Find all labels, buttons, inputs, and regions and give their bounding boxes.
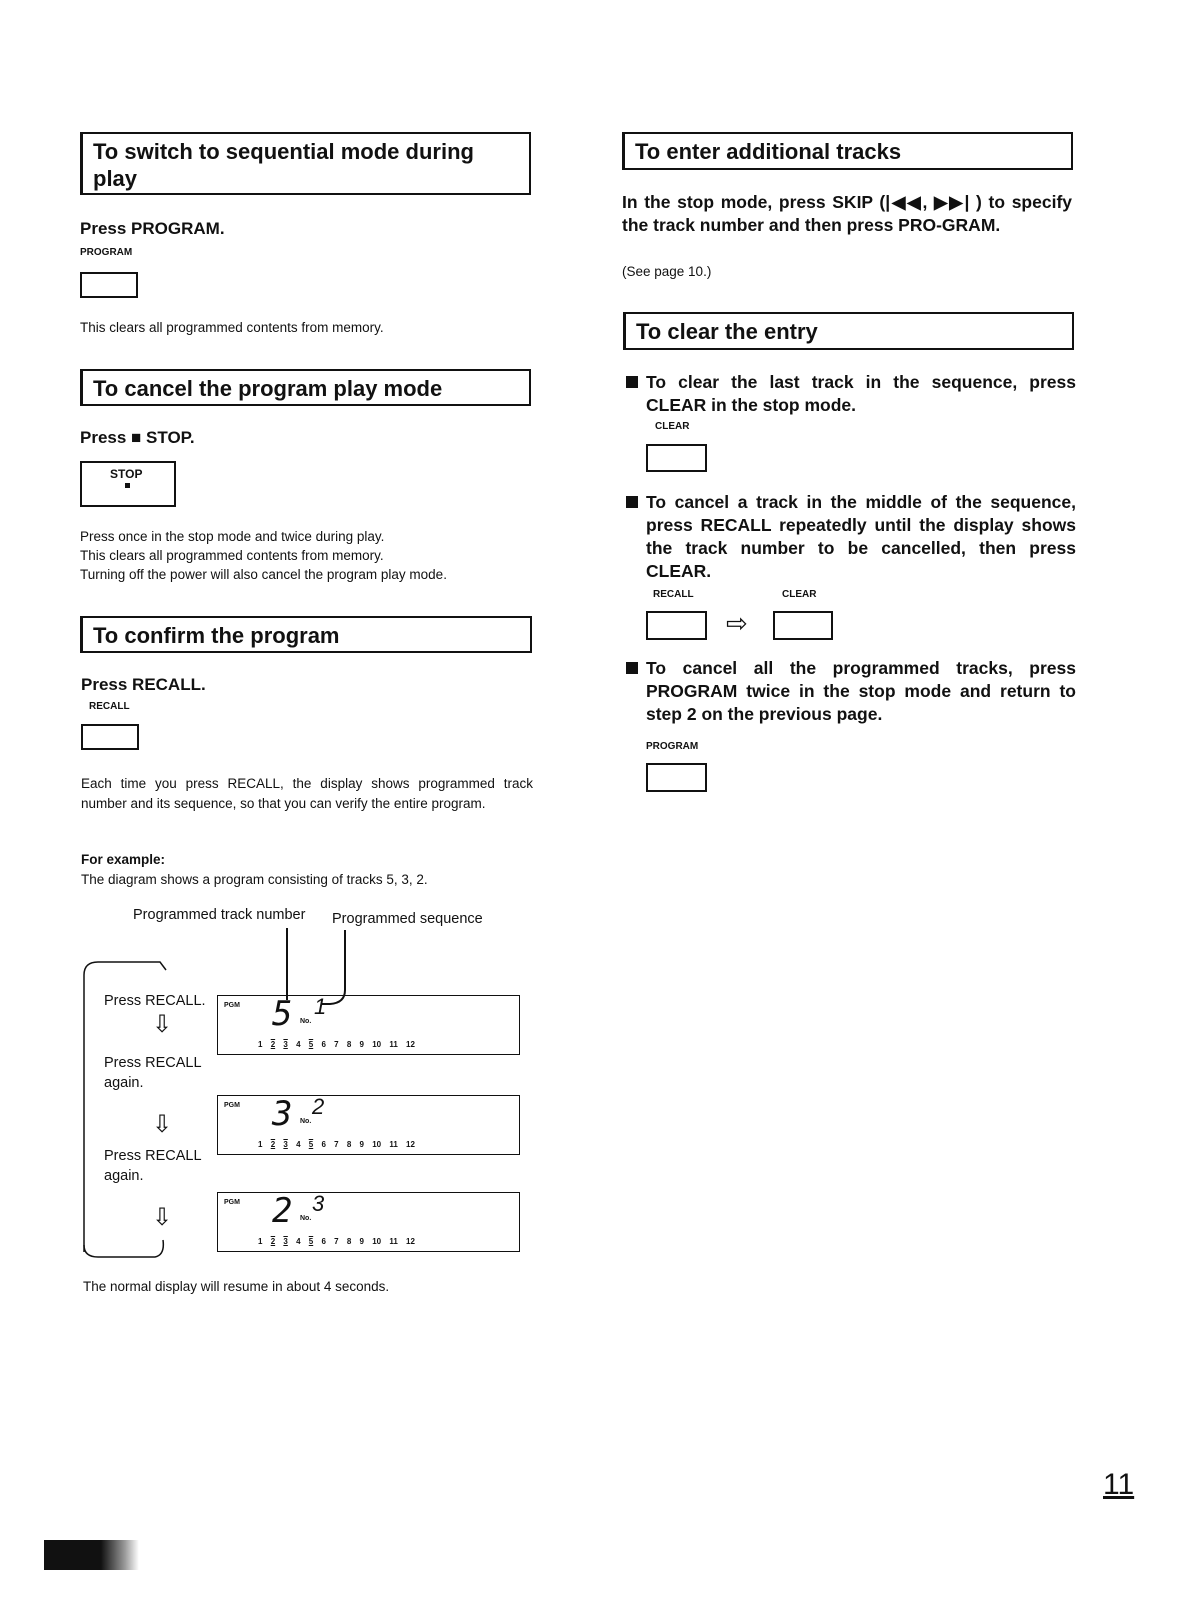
track-number: 5 bbox=[272, 994, 293, 1034]
track-number: 3 bbox=[272, 1094, 293, 1134]
bullet-item: To cancel a track in the middle of the sequence, press RECALL repeatedly until the display shows the track number to be cancelled, then press CLEAR. bbox=[624, 491, 1076, 583]
callout-track: Programmed track number bbox=[133, 907, 306, 923]
page-number: 11 bbox=[1103, 1468, 1135, 1501]
program-button[interactable] bbox=[646, 763, 707, 792]
no-indicator: No. bbox=[300, 1215, 312, 1222]
step-label: Press RECALL again. bbox=[104, 1055, 201, 1091]
bullet-item: To clear the last track in the sequence, press CLEAR in the stop mode. bbox=[624, 371, 1076, 417]
lcd-display bbox=[217, 1095, 520, 1155]
right-arrow-icon: ⇨ bbox=[726, 608, 748, 638]
note: Turning off the power will also cancel the program play mode. bbox=[80, 567, 447, 582]
button-label: RECALL bbox=[653, 589, 694, 600]
track-calendar: 1 2 3 4 5 6 7 8 9 10 11 12 bbox=[258, 1040, 415, 1049]
lcd-display bbox=[217, 1192, 520, 1252]
step-label: Press RECALL. bbox=[104, 993, 206, 1009]
scan-artifact bbox=[44, 1540, 139, 1570]
button-label: STOP bbox=[110, 467, 143, 481]
step-label: Press RECALL again. bbox=[104, 1148, 201, 1184]
instruction: Press PROGRAM. bbox=[80, 219, 225, 238]
instruction: Press RECALL. bbox=[81, 675, 206, 694]
example-text: The diagram shows a program consisting of tracks 5, 3, 2. bbox=[81, 872, 428, 887]
no-indicator: No. bbox=[300, 1118, 312, 1125]
clear-button[interactable] bbox=[646, 444, 707, 472]
note: This clears all programmed contents from memory. bbox=[80, 320, 384, 335]
clear-button[interactable] bbox=[773, 611, 833, 640]
note: This clears all programmed contents from memory. bbox=[80, 548, 384, 563]
page-reference: (See page 10.) bbox=[622, 264, 712, 279]
button-label: PROGRAM bbox=[80, 247, 133, 258]
pgm-indicator: PGM bbox=[224, 1102, 240, 1109]
down-arrow-icon: ⇩ bbox=[152, 1111, 173, 1138]
heading-cancel-program: To cancel the program play mode bbox=[80, 369, 531, 406]
down-arrow-icon: ⇩ bbox=[152, 1204, 173, 1231]
button-label: CLEAR bbox=[782, 589, 817, 600]
pgm-indicator: PGM bbox=[224, 1199, 240, 1206]
heading-additional-tracks: To enter additional tracks bbox=[622, 132, 1073, 170]
footer-note: The normal display will resume in about 4 seconds. bbox=[83, 1279, 390, 1294]
lcd-display bbox=[217, 995, 520, 1055]
track-calendar: 1 2 3 4 5 6 7 8 9 10 11 12 bbox=[258, 1140, 415, 1149]
bullet-item: To cancel all the programmed tracks, press PROGRAM twice in the stop mode and return to step 2 on the previous page. bbox=[624, 657, 1076, 726]
sequence-number: 3 bbox=[312, 1191, 325, 1216]
instruction: In the stop mode, press SKIP (|◀◀, ▶▶| ) to specify the track number and then press PRO-GRAM. bbox=[622, 192, 1072, 235]
heading-sequential-mode: To switch to sequential mode during play bbox=[80, 132, 531, 195]
button-label: PROGRAM bbox=[646, 741, 699, 752]
recall-button[interactable] bbox=[646, 611, 707, 640]
callout-seq: Programmed sequence bbox=[332, 911, 483, 927]
pgm-indicator: PGM bbox=[224, 1002, 240, 1009]
sequence-number: 1 bbox=[314, 994, 327, 1019]
button-label: CLEAR bbox=[655, 421, 690, 432]
example-label: For example: bbox=[81, 852, 166, 867]
instruction: Press ■ STOP. bbox=[80, 428, 195, 447]
button-label: RECALL bbox=[89, 701, 130, 712]
no-indicator: No. bbox=[300, 1018, 312, 1025]
note: Press once in the stop mode and twice during play. bbox=[80, 529, 385, 544]
track-calendar: 1 2 3 4 5 6 7 8 9 10 11 12 bbox=[258, 1237, 415, 1246]
down-arrow-icon: ⇩ bbox=[152, 1011, 173, 1038]
heading-confirm-program: To confirm the program bbox=[80, 616, 532, 653]
description: Each time you press RECALL, the display shows programmed track number and its sequence, so that you can verify the entire program. bbox=[81, 776, 533, 811]
sequence-number: 2 bbox=[312, 1094, 325, 1119]
track-number: 2 bbox=[272, 1191, 293, 1231]
heading-clear-entry: To clear the entry bbox=[623, 312, 1074, 350]
